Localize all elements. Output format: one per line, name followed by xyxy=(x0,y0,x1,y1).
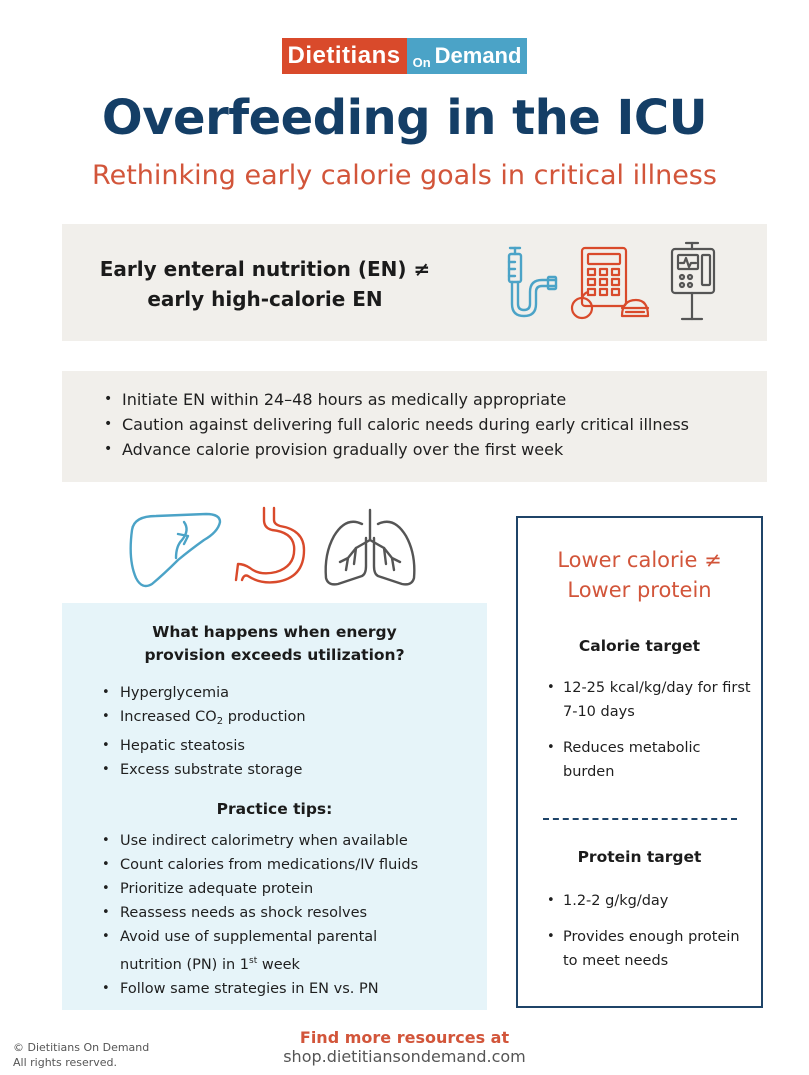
protein-target-list xyxy=(547,889,753,985)
what-happens-heading xyxy=(62,621,487,667)
list-item: • Hyperglycemia xyxy=(102,681,306,705)
calorie-target-title: Calorie target xyxy=(578,637,701,655)
key-point-item: • Advance calorie provision gradually over the first week xyxy=(104,437,689,462)
list-item: • Reduces metabolic burden xyxy=(547,736,753,784)
what-happens-list xyxy=(102,681,306,782)
list-item: • Reassess needs as shock resolves xyxy=(102,901,418,925)
syringe-tube-icon xyxy=(498,244,562,322)
co2-label: Increased CO xyxy=(120,709,217,725)
dashed-divider xyxy=(543,818,737,820)
key-points-box xyxy=(62,371,767,482)
brand-logo-dietitians: Dietitians xyxy=(282,38,407,74)
avoid-line-2 xyxy=(120,949,418,977)
copyright-line-1: © Dietitians On Demand xyxy=(13,1041,150,1054)
banner-statement xyxy=(95,254,435,314)
copyright xyxy=(13,1040,149,1070)
what-happens-panel xyxy=(62,603,487,1010)
liver-icon xyxy=(124,510,224,590)
list-item: • Count calories from medications/IV fluids xyxy=(102,853,418,877)
key-points-list xyxy=(104,387,689,462)
targets-heading-line-2: Lower protein xyxy=(567,578,712,602)
co2-subscript: 2 xyxy=(216,716,224,727)
key-point-item: • Caution against delivering full caloric needs during early critical illness xyxy=(104,412,689,437)
brand-logo-on-demand xyxy=(407,38,528,74)
what-happens-heading-line-2: provision exceeds utilization? xyxy=(144,646,405,664)
avoid-line-2-suffix: week xyxy=(257,957,300,973)
list-item: • Provides enough protein to meet needs xyxy=(547,925,753,973)
page-subtitle: Rethinking early calorie goals in critical illness xyxy=(92,160,717,191)
page-title: Overfeeding in the ICU xyxy=(101,90,708,146)
banner-line-2: early high-calorie EN xyxy=(147,287,383,311)
key-point-item: • Initiate EN within 24–48 hours as medically appropriate xyxy=(104,387,689,412)
copyright-line-2: All rights reserved. xyxy=(13,1056,118,1069)
stomach-icon xyxy=(232,506,312,586)
protein-target-title: Protein target xyxy=(577,848,702,866)
list-item: • 12-25 kcal/kg/day for first 7-10 days xyxy=(547,676,753,724)
calorie-target-list xyxy=(547,676,753,796)
list-item: • Use indirect calorimetry when available xyxy=(102,829,418,853)
brand-logo-on: On xyxy=(412,55,431,70)
iv-pump-icon xyxy=(668,241,726,323)
list-item: • Follow same strategies in EN vs. PN xyxy=(102,977,418,1001)
calculator-food-icon xyxy=(568,244,650,322)
footer-cta: Find more resources at xyxy=(299,1028,510,1047)
list-item: • Excess substrate storage xyxy=(102,758,306,782)
avoid-superscript: st xyxy=(249,956,258,966)
co2-suffix: production xyxy=(223,709,306,725)
list-item: • Hepatic steatosis xyxy=(102,734,306,758)
footer-url-link[interactable]: shop.dietitiansondemand.com xyxy=(283,1047,526,1066)
list-item: • Prioritize adequate protein xyxy=(102,877,418,901)
practice-tips-list xyxy=(102,829,418,1001)
targets-heading-line-1: Lower calorie ≠ xyxy=(557,548,722,572)
brand-logo xyxy=(0,38,809,74)
avoid-line-2-prefix: nutrition (PN) in 1 xyxy=(120,957,250,973)
banner-line-1: Early enteral nutrition (EN) ≠ xyxy=(99,257,431,281)
list-item xyxy=(102,705,306,734)
list-item xyxy=(102,925,418,977)
brand-logo-demand: Demand xyxy=(434,43,522,68)
targets-heading xyxy=(516,545,763,605)
lungs-icon xyxy=(320,508,420,588)
avoid-line-1: • Avoid use of supplemental parental xyxy=(120,929,378,945)
what-happens-heading-line-1: What happens when energy xyxy=(152,623,397,641)
practice-tips-heading: Practice tips: xyxy=(216,800,333,818)
list-item: • 1.2-2 g/kg/day xyxy=(547,889,753,913)
